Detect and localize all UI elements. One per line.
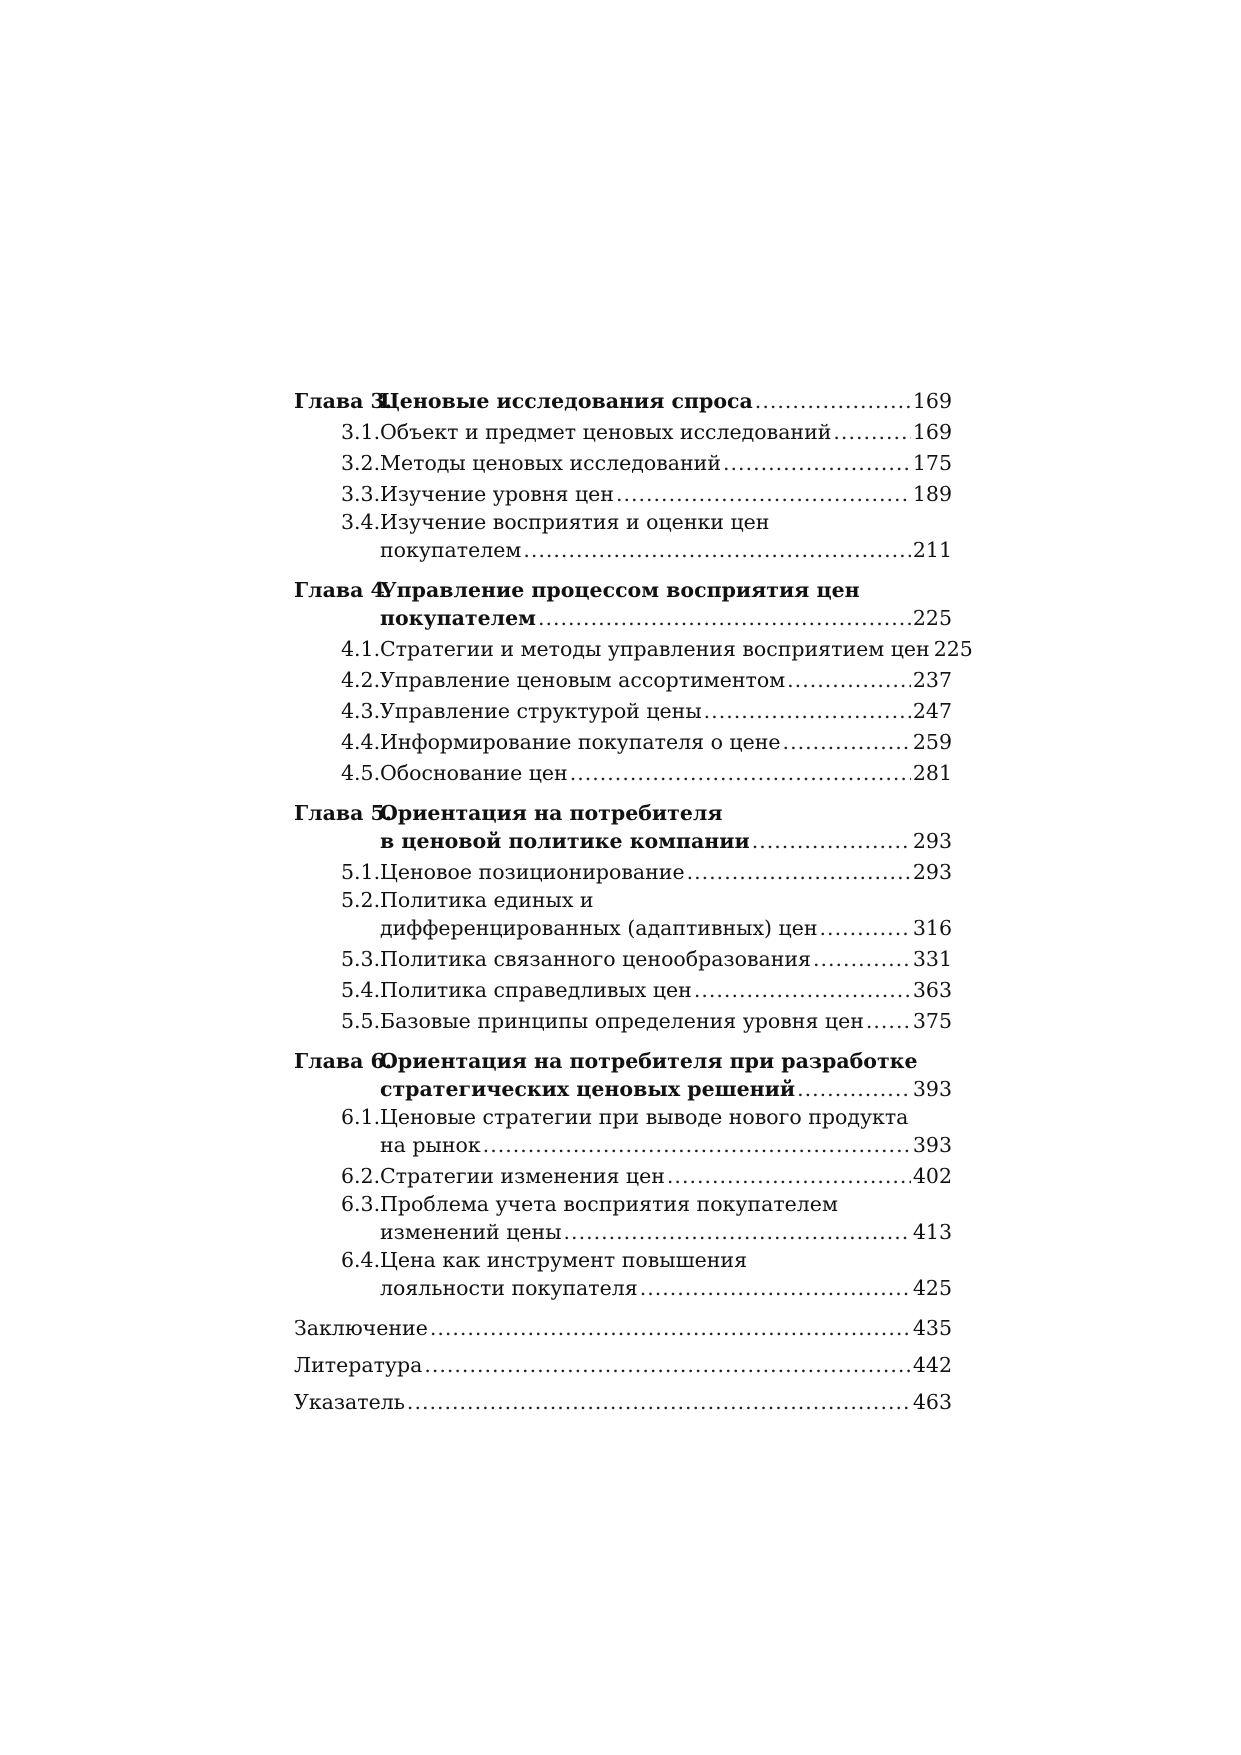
- dot-leader: [813, 944, 911, 975]
- section-number: 6.3.: [341, 1192, 381, 1216]
- chapter-number: Глава 5.: [294, 801, 392, 825]
- toc-chapter-6: [294, 1049, 952, 1074]
- page-number: 435: [912, 1316, 952, 1340]
- toc-section-5-1: [294, 857, 952, 888]
- toc-section-4-5: [294, 758, 952, 789]
- dot-leader: [570, 758, 911, 789]
- page-number: 375: [912, 1009, 952, 1033]
- dot-leader: [723, 448, 911, 479]
- toc-chapter-3: [294, 386, 952, 417]
- section-title-continued: дифференцированных (адаптивных) цен: [380, 916, 818, 940]
- section-number: 4.3.: [341, 699, 381, 723]
- page-number: 363: [912, 978, 952, 1002]
- toc-conclusion: [294, 1310, 952, 1347]
- section-number: 5.2.: [341, 888, 381, 912]
- dot-leader: [704, 696, 911, 727]
- section-number: 5.3.: [341, 947, 381, 971]
- dot-leader: [564, 1217, 911, 1248]
- section-title: Управление ценовым ассортиментом: [380, 668, 786, 692]
- page-number: 463: [912, 1390, 952, 1414]
- toc-section-5-2-continued: [294, 913, 952, 944]
- section-title: Объект и предмет ценовых исследований: [380, 420, 832, 444]
- chapter-title: Ценовые исследования спроса: [380, 389, 753, 413]
- dot-leader: [755, 386, 911, 417]
- page-number: 293: [912, 829, 952, 853]
- toc-index: [294, 1384, 952, 1421]
- toc-section-3-1: [294, 417, 952, 448]
- toc-section-3-4: [294, 510, 952, 535]
- section-title: Ценовое позиционирование: [380, 860, 685, 884]
- chapter-number: Глава 6.: [294, 1049, 392, 1073]
- chapter-title: Управление процессом восприятия цен: [380, 578, 860, 602]
- section-title: Проблема учета восприятия покупателем: [380, 1192, 838, 1216]
- section-number: 3.1.: [341, 420, 381, 444]
- dot-leader: [407, 1384, 911, 1421]
- section-number: 5.1.: [341, 860, 381, 884]
- dot-leader: [424, 1347, 911, 1384]
- page-number: 293: [912, 860, 952, 884]
- page-number: 175: [912, 451, 952, 475]
- toc-section-4-1: [294, 634, 973, 665]
- page-number: 189: [912, 482, 952, 506]
- page-number: 259: [912, 730, 952, 754]
- section-number: 3.3.: [341, 482, 381, 506]
- toc-section-4-2: [294, 665, 952, 696]
- page-number: 169: [912, 420, 952, 444]
- page-number: 425: [912, 1276, 952, 1300]
- toc-chapter-5-continued: [294, 826, 952, 857]
- section-title: Стратегии и методы управления восприятием цен: [380, 637, 930, 661]
- dot-leader: [640, 1273, 911, 1304]
- toc-section-6-1-continued: [294, 1130, 952, 1161]
- page-number: 393: [912, 1077, 952, 1101]
- section-number: 4.1.: [341, 637, 381, 661]
- section-number: 5.5.: [341, 1009, 381, 1033]
- table-of-contents: [294, 386, 973, 1421]
- section-title: Методы ценовых исследований: [380, 451, 722, 475]
- dot-leader: [694, 975, 911, 1006]
- entry-title: Заключение: [294, 1316, 428, 1340]
- toc-section-4-4: [294, 727, 952, 758]
- toc-section-6-4-continued: [294, 1273, 952, 1304]
- spacer: [294, 1037, 952, 1049]
- page-number: 169: [912, 389, 952, 413]
- page-number: 237: [912, 668, 952, 692]
- section-title: Обоснование цен: [380, 761, 568, 785]
- toc-chapter-4: [294, 578, 952, 603]
- toc-chapter-4-continued: [294, 603, 952, 634]
- page-number: 413: [912, 1220, 952, 1244]
- page-number: 247: [912, 699, 952, 723]
- section-title: Базовые принципы определения уровня цен: [380, 1009, 864, 1033]
- dot-leader: [687, 857, 911, 888]
- dot-leader: [667, 1161, 911, 1192]
- page-number: 281: [912, 761, 952, 785]
- section-number: 4.5.: [341, 761, 381, 785]
- section-title: Управление структурой цены: [380, 699, 702, 723]
- chapter-title: Ориентация на потребителя при разработке: [380, 1049, 918, 1073]
- dot-leader: [783, 727, 911, 758]
- section-title: Изучение восприятия и оценки цен: [380, 510, 770, 534]
- toc-section-5-2: [294, 888, 952, 913]
- section-title: Ценовые стратегии при выводе нового продукта: [380, 1105, 909, 1129]
- section-title: Политика связанного ценообразования: [380, 947, 811, 971]
- dot-leader: [752, 826, 911, 857]
- page-number: 225: [912, 606, 952, 630]
- section-title: Изучение уровня цен: [380, 482, 614, 506]
- chapter-number: Глава 4.: [294, 578, 392, 602]
- section-number: 4.2.: [341, 668, 381, 692]
- section-title: Стратегии изменения цен: [380, 1164, 665, 1188]
- toc-chapter-6-continued: [294, 1074, 952, 1105]
- entry-title: Литература: [294, 1353, 423, 1377]
- toc-section-5-5: [294, 1006, 952, 1037]
- page-number: 442: [912, 1353, 952, 1377]
- section-title: Информирование покупателя о цене: [380, 730, 781, 754]
- section-title-continued: изменений цены: [380, 1220, 562, 1244]
- dot-leader: [430, 1310, 911, 1347]
- page-number: 225: [933, 637, 973, 661]
- section-number: 5.4.: [341, 978, 381, 1002]
- dot-leader: [483, 1130, 911, 1161]
- dot-leader: [820, 913, 911, 944]
- chapter-title-continued: стратегических ценовых решений: [380, 1077, 796, 1101]
- section-title-continued: покупателем: [380, 538, 522, 562]
- page-number: 316: [912, 916, 952, 940]
- section-title-continued: лояльности покупателя: [380, 1276, 638, 1300]
- section-number: 4.4.: [341, 730, 381, 754]
- chapter-number: Глава 3.: [294, 389, 392, 413]
- chapter-title: Ориентация на потребителя: [380, 801, 723, 825]
- toc-section-6-2: [294, 1161, 952, 1192]
- section-number: 3.4.: [341, 510, 381, 534]
- toc-literature: [294, 1347, 952, 1384]
- page-number: 331: [912, 947, 952, 971]
- dot-leader: [787, 665, 911, 696]
- dot-leader: [797, 1074, 911, 1105]
- section-number: 3.2.: [341, 451, 381, 475]
- section-number: 6.4.: [341, 1248, 381, 1272]
- dot-leader: [833, 417, 910, 448]
- page-number: 211: [912, 538, 952, 562]
- toc-section-6-3-continued: [294, 1217, 952, 1248]
- page-number: 402: [912, 1164, 952, 1188]
- toc-section-3-3: [294, 479, 952, 510]
- toc-section-4-3: [294, 696, 952, 727]
- dot-leader: [538, 603, 911, 634]
- toc-section-5-3: [294, 944, 952, 975]
- toc-chapter-5: [294, 801, 952, 826]
- section-number: 6.1.: [341, 1105, 381, 1129]
- chapter-title-continued: покупателем: [380, 606, 536, 630]
- section-number: 6.2.: [341, 1164, 381, 1188]
- section-title: Политика единых и: [380, 888, 594, 912]
- spacer: [294, 789, 952, 801]
- dot-leader: [523, 535, 911, 566]
- section-title: Цена как инструмент повышения: [380, 1248, 748, 1272]
- entry-title: Указатель: [294, 1390, 405, 1414]
- section-title: Политика справедливых цен: [380, 978, 692, 1002]
- toc-section-6-1: [294, 1105, 952, 1130]
- toc-section-6-4: [294, 1248, 952, 1273]
- toc-section-3-2: [294, 448, 952, 479]
- toc-section-6-3: [294, 1192, 952, 1217]
- toc-section-5-4: [294, 975, 952, 1006]
- chapter-title-continued: в ценовой политике компании: [380, 829, 750, 853]
- spacer: [294, 566, 952, 578]
- page-number: 393: [912, 1133, 952, 1157]
- toc-section-3-4-continued: [294, 535, 952, 566]
- dot-leader: [866, 1006, 911, 1037]
- dot-leader: [616, 479, 911, 510]
- section-title-continued: на рынок: [380, 1133, 481, 1157]
